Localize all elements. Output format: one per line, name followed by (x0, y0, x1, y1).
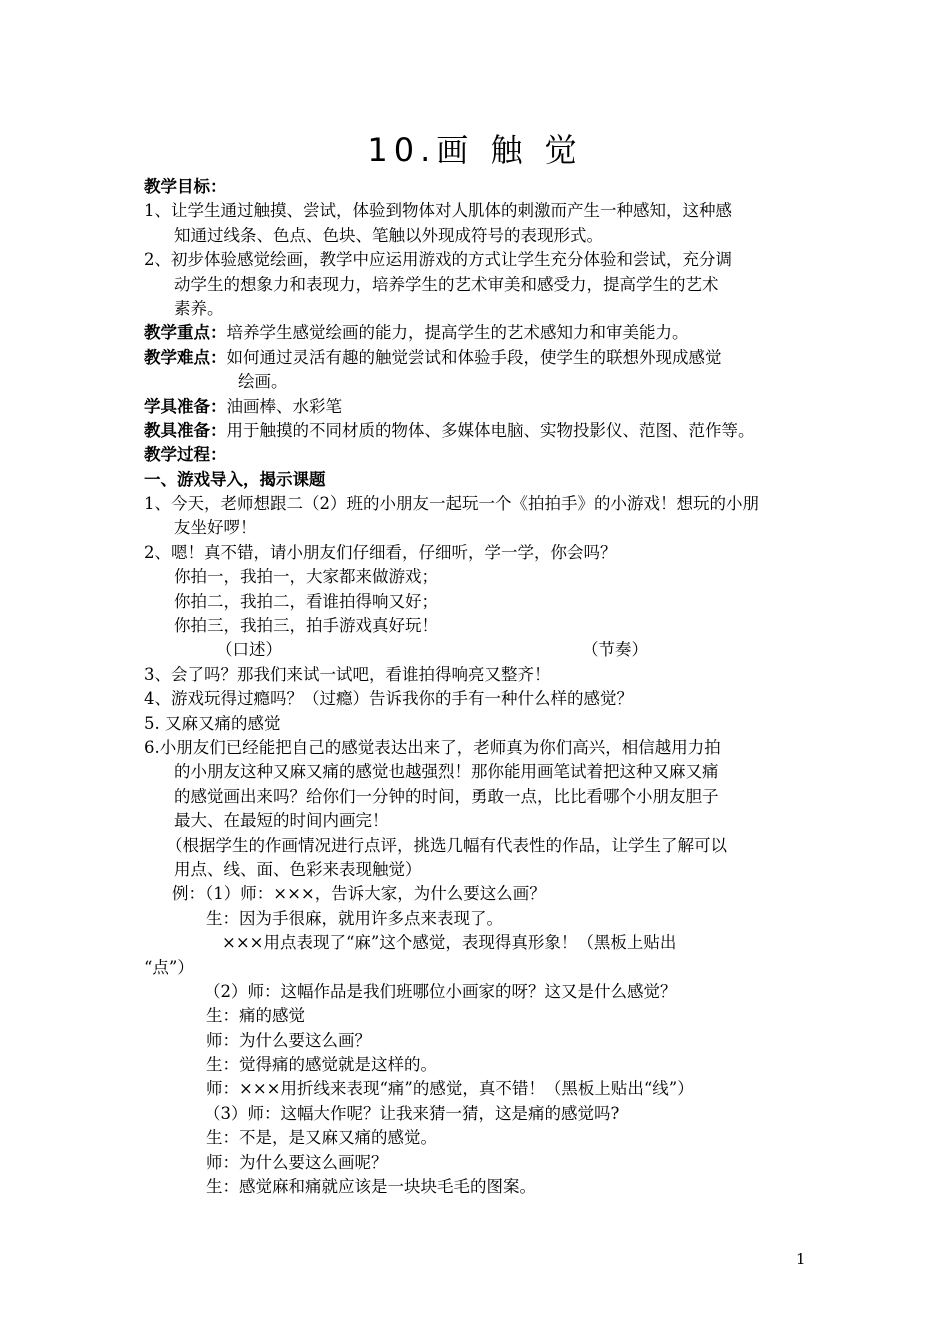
rhyme-tag-left: （口述） (216, 640, 282, 660)
difficulty-text-1: 如何通过灵活有趣的触觉尝试和体验手段，使学生的联想外现成感觉 (226, 347, 722, 367)
rhyme-line-2: 你拍二，我拍二，看谁拍得响又好； (174, 591, 438, 611)
difficulty-text-2: 绘画。 (238, 372, 288, 392)
step-5: 5. 又麻又痛的感觉 (144, 713, 281, 733)
step-6-line-2: 的小朋友这种又麻又痛的感觉也越强烈！那你能用画笔试着把这种又麻又痛 (174, 762, 719, 782)
difficulty-label: 教学难点： (144, 347, 227, 367)
note-line-2: 用点、线、面、色彩来表现触觉） (174, 859, 422, 879)
objective-2-line-3: 素养。 (174, 298, 224, 318)
difficulty (144, 346, 812, 370)
step-1-line-1: 1、今天，老师想跟二（2）班的小朋友一起玩一个《拍拍手》的小游戏！想玩的小朋 (144, 494, 759, 514)
teacher-prep-label: 教具准备： (144, 420, 227, 440)
step-4: 4、游戏玩得过瘾吗？（过瘾）告诉我你的手有一种什么样的感觉？ (144, 689, 633, 709)
example-2-line-2: 生：痛的感觉 (206, 1006, 305, 1026)
student-prep-text: 油画棒、水彩笔 (226, 396, 342, 416)
objectives-heading: 教学目标： (144, 177, 227, 196)
objective-1-line-1: 1、让学生通过触摸、尝试，体验到物体对人肌体的刺激而产生一种感知，这种感 (144, 201, 732, 221)
teacher-prep (144, 419, 812, 443)
example-1-question: 例：（1）师：×××，告诉大家，为什么要这么画？ (172, 884, 546, 904)
rhyme-line-1: 你拍一，我拍一，大家都来做游戏； (174, 567, 438, 587)
example-1-comment-1: ×××用点表现了“麻”这个感觉，表现得真形象！（黑板上贴出 (222, 933, 677, 953)
page-title: 10.画 触 觉 (367, 131, 583, 169)
process-heading: 教学过程： (144, 445, 227, 465)
example-2-line-4: 生：觉得痛的感觉就是这样的。 (206, 1055, 437, 1075)
example-2-line-3: 师：为什么要这么画？ (206, 1030, 371, 1050)
step-6-line-4: 最大、在最短的时间内画完！ (174, 811, 389, 831)
example-1-answer: 生：因为手很麻，就用许多点来表现了。 (206, 908, 503, 928)
page-number: 1 (796, 1250, 806, 1268)
section-1-heading: 一、游戏导入，揭示课题 (144, 469, 326, 489)
example-1-comment-2: “点”） (144, 957, 194, 977)
example-3-line-1: （3）师：这幅大作呢？让我来猜一猜，这是痛的感觉吗? (204, 1103, 620, 1123)
step-3: 3、会了吗？那我们来试一试吧，看谁拍得响亮又整齐！ (144, 664, 551, 684)
rhyme-tags (144, 638, 812, 662)
example-3-line-3: 师：为什么要这么画呢？ (206, 1152, 388, 1172)
key-point-text: 培养学生感觉绘画的能力，提高学生的艺术感知力和审美能力。 (226, 323, 689, 343)
step-6-line-3: 的感觉画出来吗？给你们一分钟的时间，勇敢一点，比比看哪个小朋友胆子 (174, 786, 719, 806)
document-body (144, 175, 812, 1199)
step-2: 2、嗯！真不错，请小朋友们仔细看，仔细听，学一学，你会吗？ (144, 542, 617, 562)
rhyme-tag-right: （节奏） (582, 640, 648, 660)
objective-1-line-2: 知通过线条、色点、色块、笔触以外现成符号的表现形式。 (174, 225, 603, 245)
objective-2-line-2: 动学生的想象力和表现力，培养学生的艺术审美和感受力，提高学生的艺术 (174, 274, 719, 294)
key-point (144, 321, 812, 345)
example-3-line-4: 生：感觉麻和痛就应该是一块块毛毛的图案。 (206, 1177, 536, 1197)
rhyme-line-3: 你拍三，我拍三，拍手游戏真好玩！ (174, 616, 438, 636)
student-prep-label: 学具准备： (144, 396, 227, 416)
note-line-1: （根据学生的作画情况进行点评，挑选几幅有代表性的作品，让学生了解可以 (166, 835, 727, 855)
example-2-line-1: （2）师：这幅作品是我们班哪位小画家的呀？这又是什么感觉？ (204, 981, 677, 1001)
key-point-label: 教学重点： (144, 323, 227, 343)
step-1-line-2: 友坐好啰！ (174, 518, 257, 538)
objective-2-line-1: 2、初步体验感觉绘画，教学中应运用游戏的方式让学生充分体验和尝试，充分调 (144, 250, 732, 270)
student-prep (144, 395, 812, 419)
teacher-prep-text: 用于触摸的不同材质的物体、多媒体电脑、实物投影仪、范图、范作等。 (226, 420, 755, 440)
example-3-line-2: 生：不是，是又麻又痛的感觉。 (206, 1128, 437, 1148)
step-6-line-1: 6.小朋友们已经能把自己的感觉表达出来了，老师真为你们高兴，相信越用力拍 (144, 737, 721, 757)
example-2-line-5: 师：×××用折线来表现“痛”的感觉，真不错！（黑板上贴出“线”） (206, 1079, 694, 1099)
